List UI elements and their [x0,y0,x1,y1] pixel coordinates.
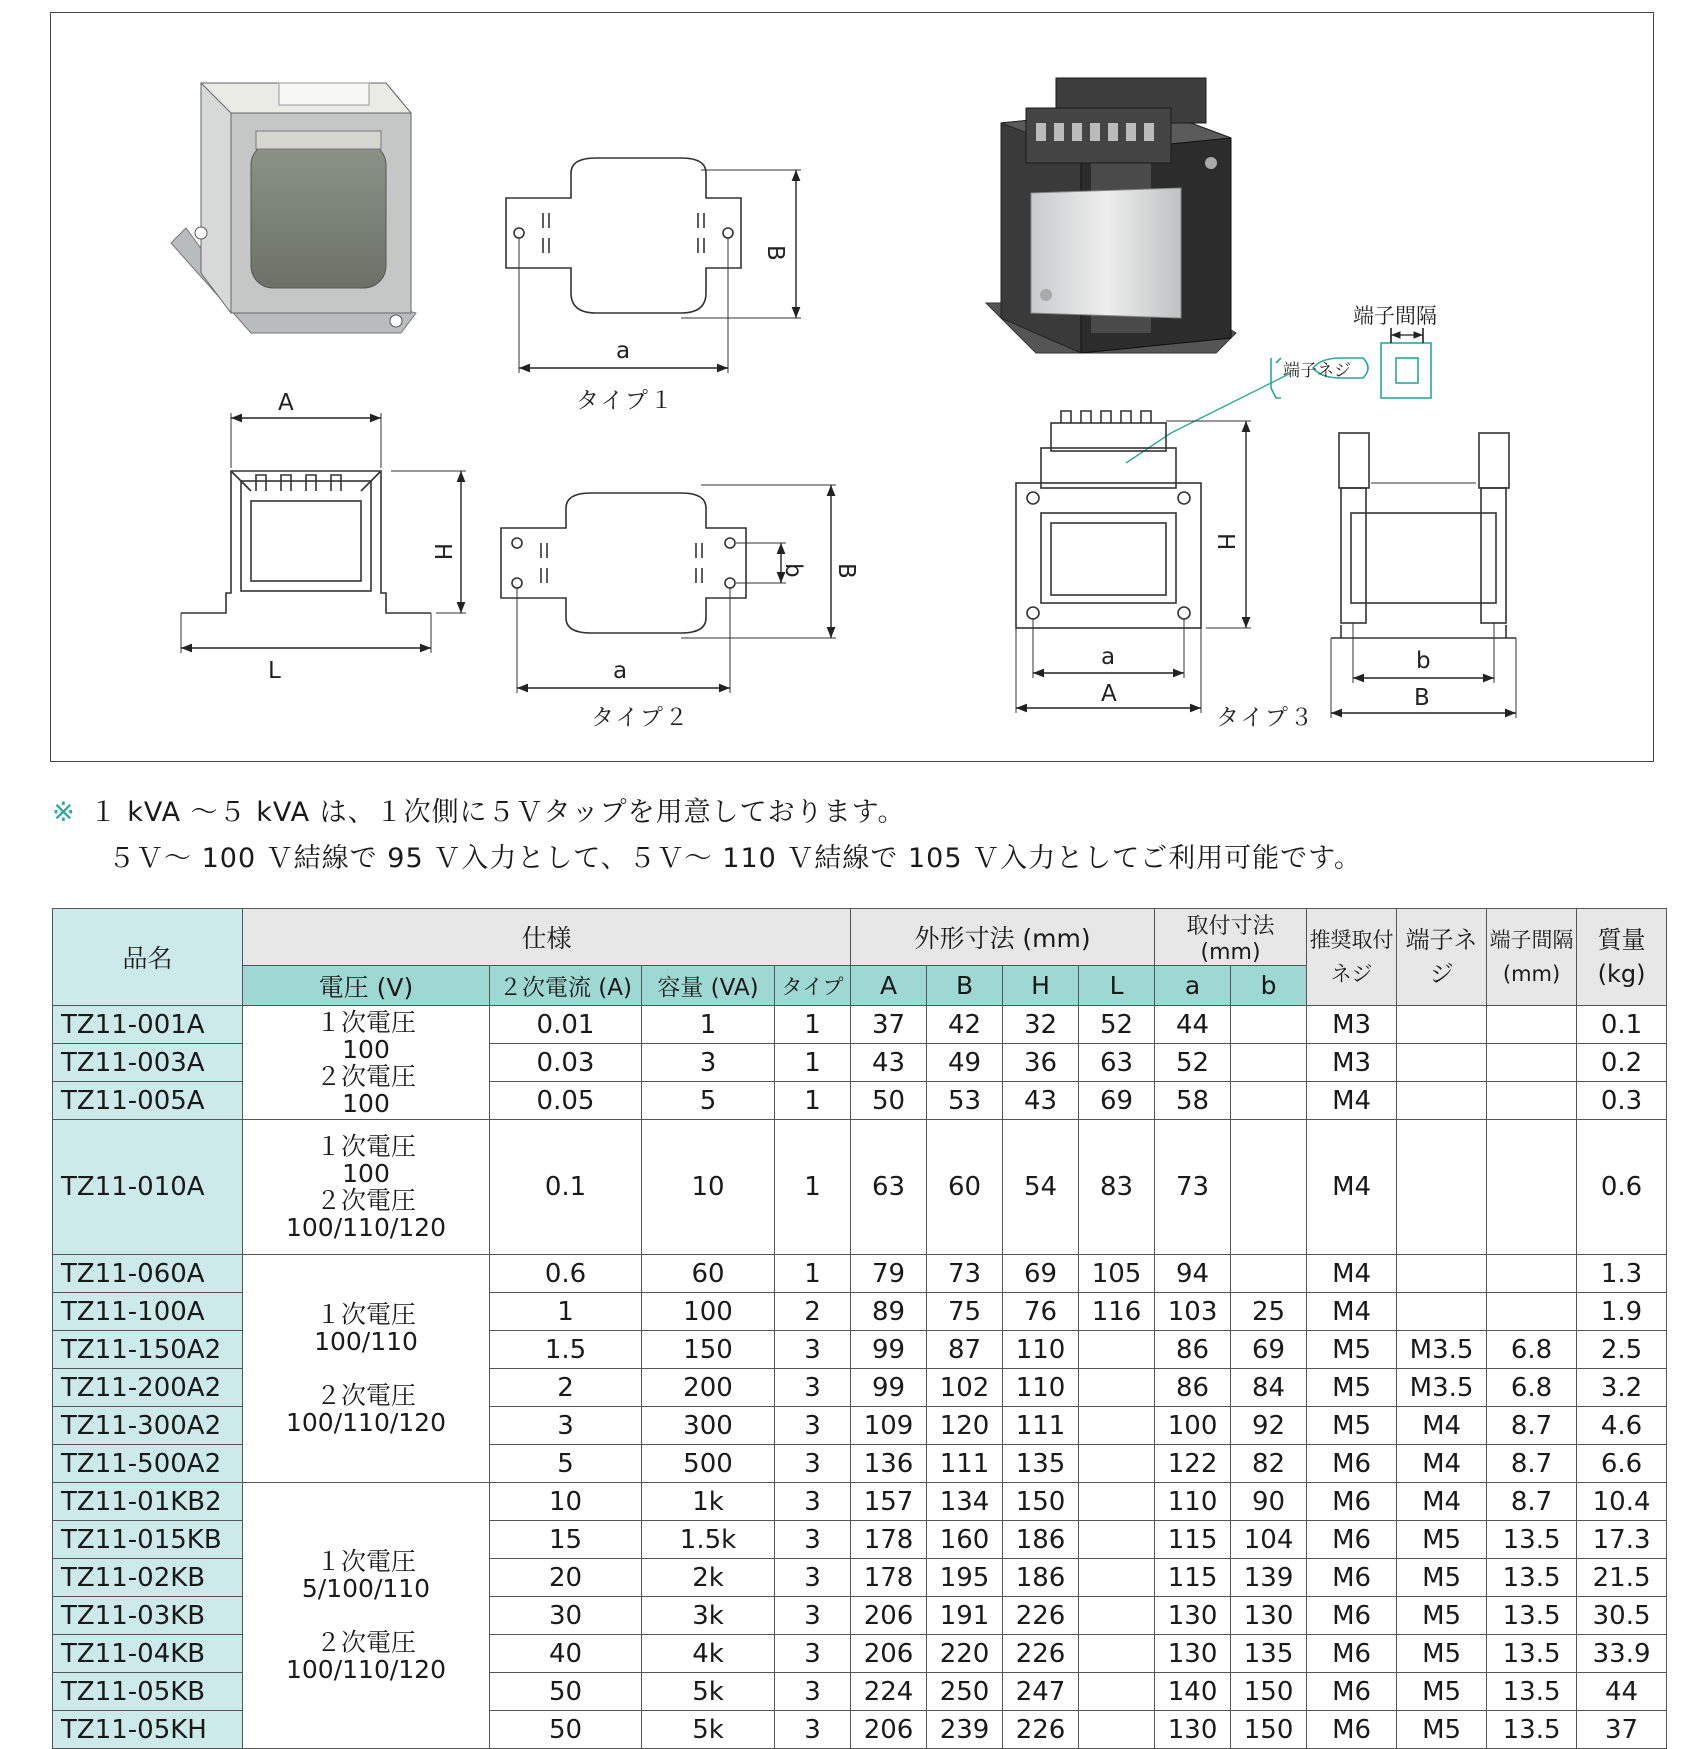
side-dim-b-large-label: B [1414,685,1430,711]
cell-product-name: TZ11-01KB2 [53,1483,243,1521]
cell-capacity: 5k [642,1711,775,1749]
cell-voltage: １次電圧 5/100/110 ２次電圧 100/110/120 [243,1483,490,1749]
cell-capacity: 10 [642,1120,775,1255]
cell-b: 102 [927,1369,1003,1407]
cell-l [1079,1407,1155,1445]
cell-tscrew [1397,1255,1487,1293]
cell-l [1079,1559,1155,1597]
cell-l [1079,1483,1155,1521]
cell-b: 60 [927,1120,1003,1255]
cell-type: 3 [775,1445,851,1483]
cell-type: 1 [775,1082,851,1120]
cell-type: 3 [775,1559,851,1597]
type1-outline [506,158,801,373]
cell-a: 130 [1155,1635,1231,1673]
transformer-photo-type3 [986,78,1236,353]
cell-type: 3 [775,1483,851,1521]
cell-screw: M6 [1307,1673,1397,1711]
cell-b: 53 [927,1082,1003,1120]
cell-tscrew: M4 [1397,1407,1487,1445]
header-current: ２次電流 (A) [490,966,642,1006]
cell-a: 100 [1155,1407,1231,1445]
cell-tscrew [1397,1044,1487,1082]
cell-product-name: TZ11-200A2 [53,1369,243,1407]
cell-screw: M5 [1307,1331,1397,1369]
cell-pitch: 13.5 [1487,1635,1577,1673]
cell-h: 36 [1003,1044,1079,1082]
cell-screw: M5 [1307,1407,1397,1445]
cell-type: 3 [775,1711,851,1749]
cell-type: 3 [775,1331,851,1369]
cell-b: 82 [1231,1445,1307,1483]
table-row [53,1120,1667,1255]
cell-h: 69 [1003,1255,1079,1293]
header-dim-a-upper: A [851,966,927,1006]
cell-current: 20 [490,1559,642,1597]
type3-front-view [1016,411,1251,713]
type3-side-view [1331,433,1516,718]
cell-screw: M3 [1307,1006,1397,1044]
cell-a: 37 [851,1006,927,1044]
cell-b: 84 [1231,1369,1307,1407]
cell-capacity: 100 [642,1293,775,1331]
cell-b: 150 [1231,1673,1307,1711]
cell-mass: 1.3 [1577,1255,1667,1293]
note-line-2 [108,836,1362,875]
cell-b: 92 [1231,1407,1307,1445]
type2-dim-b-small-label: b [780,563,806,578]
cell-h: 110 [1003,1369,1079,1407]
cell-current: 15 [490,1521,642,1559]
cell-current: 1.5 [490,1331,642,1369]
cell-capacity: 4k [642,1635,775,1673]
cell-mass: 21.5 [1577,1559,1667,1597]
type3-dim-a-large-label: A [1101,681,1117,707]
cell-b: 87 [927,1331,1003,1369]
cell-b: 130 [1231,1597,1307,1635]
cell-mass: 3.2 [1577,1369,1667,1407]
header-outer-dims: 外形寸法 (mm) [851,909,1155,966]
type12-front-view [181,413,466,653]
cell-screw: M6 [1307,1597,1397,1635]
cell-mass: 0.1 [1577,1006,1667,1044]
cell-capacity: 300 [642,1407,775,1445]
cell-mass: 1.9 [1577,1293,1667,1331]
cell-mass: 33.9 [1577,1635,1667,1673]
cell-pitch: 8.7 [1487,1445,1577,1483]
cell-h: 76 [1003,1293,1079,1331]
cell-l: 63 [1079,1044,1155,1082]
cell-a: 89 [851,1293,927,1331]
cell-a: 58 [1155,1082,1231,1120]
note-text-2: ５Ｖ～ 100 Ｖ結線で 95 Ｖ入力として、５Ｖ～ 110 Ｖ結線で 105 Ｖ入力としてご利用可能です。 [108,843,1362,874]
cell-tscrew: M5 [1397,1521,1487,1559]
type2-dim-a-label: a [613,658,628,684]
cell-current: 5 [490,1445,642,1483]
cell-type: 1 [775,1255,851,1293]
cell-mass: 0.6 [1577,1120,1667,1255]
cell-capacity: 5 [642,1082,775,1120]
cell-product-name: TZ11-05KB [53,1673,243,1711]
cell-l [1079,1369,1155,1407]
header-capacity: 容量 (VA) [642,966,775,1006]
cell-a: 52 [1155,1044,1231,1082]
cell-b: 139 [1231,1559,1307,1597]
cell-product-name: TZ11-060A [53,1255,243,1293]
cell-screw: M6 [1307,1521,1397,1559]
cell-b: 42 [927,1006,1003,1044]
cell-mass: 6.6 [1577,1445,1667,1483]
cell-pitch [1487,1006,1577,1044]
cell-tscrew [1397,1120,1487,1255]
cell-l: 105 [1079,1255,1155,1293]
cell-tscrew: M5 [1397,1597,1487,1635]
header-name: 品名 [53,909,243,1006]
note-line-1 [52,790,906,829]
spec-table [52,908,1667,1749]
cell-a: 140 [1155,1673,1231,1711]
cell-capacity: 5k [642,1673,775,1711]
cell-current: 0.6 [490,1255,642,1293]
cell-b: 134 [927,1483,1003,1521]
cell-b [1231,1082,1307,1120]
table-row [53,1006,1667,1044]
cell-a: 206 [851,1635,927,1673]
header-voltage: 電圧 (V) [243,966,490,1006]
cell-l: 52 [1079,1006,1155,1044]
cell-pitch: 8.7 [1487,1407,1577,1445]
cell-type: 3 [775,1407,851,1445]
cell-capacity: 200 [642,1369,775,1407]
terminal-screw-label: 端子ネジ [1283,361,1351,381]
cell-voltage: １次電圧 100/110 ２次電圧 100/110/120 [243,1255,490,1483]
cell-b: 49 [927,1044,1003,1082]
cell-capacity: 2k [642,1559,775,1597]
cell-b: 69 [1231,1331,1307,1369]
cell-product-name: TZ11-015KB [53,1521,243,1559]
terminal-pitch-label: 端子間隔 [1353,304,1437,328]
cell-pitch [1487,1120,1577,1255]
type2-dim-b-large-label: B [833,563,859,579]
cell-mass: 0.2 [1577,1044,1667,1082]
front-dim-l-label: L [268,658,281,684]
type2-outline [501,485,836,693]
table-row [53,1255,1667,1293]
cell-tscrew [1397,1006,1487,1044]
cell-pitch [1487,1044,1577,1082]
cell-type: 3 [775,1521,851,1559]
cell-a: 224 [851,1673,927,1711]
cell-pitch: 13.5 [1487,1711,1577,1749]
cell-product-name: TZ11-001A [53,1006,243,1044]
cell-capacity: 3 [642,1044,775,1082]
cell-h: 54 [1003,1120,1079,1255]
cell-b: 25 [1231,1293,1307,1331]
cell-a: 130 [1155,1711,1231,1749]
cell-current: 30 [490,1597,642,1635]
cell-b [1231,1044,1307,1082]
cell-type: 3 [775,1597,851,1635]
cell-mass: 37 [1577,1711,1667,1749]
cell-h: 110 [1003,1331,1079,1369]
cell-h: 226 [1003,1711,1079,1749]
cell-screw: M6 [1307,1559,1397,1597]
cell-l [1079,1445,1155,1483]
cell-a: 206 [851,1711,927,1749]
cell-product-name: TZ11-005A [53,1082,243,1120]
cell-a: 122 [1155,1445,1231,1483]
cell-a: 99 [851,1331,927,1369]
cell-current: 50 [490,1711,642,1749]
cell-capacity: 3k [642,1597,775,1635]
cell-h: 247 [1003,1673,1079,1711]
cell-mass: 0.3 [1577,1082,1667,1120]
cell-product-name: TZ11-03KB [53,1597,243,1635]
cell-b: 250 [927,1673,1003,1711]
cell-tscrew: M4 [1397,1483,1487,1521]
cell-b: 239 [927,1711,1003,1749]
cell-mass: 2.5 [1577,1331,1667,1369]
cell-b: 111 [927,1445,1003,1483]
cell-type: 3 [775,1673,851,1711]
cell-screw: M5 [1307,1369,1397,1407]
header-dim-b-upper: B [927,966,1003,1006]
cell-screw: M4 [1307,1255,1397,1293]
cell-a: 79 [851,1255,927,1293]
cell-h: 226 [1003,1597,1079,1635]
cell-a: 157 [851,1483,927,1521]
cell-b: 150 [1231,1711,1307,1749]
cell-b [1231,1006,1307,1044]
cell-a: 136 [851,1445,927,1483]
cell-pitch: 6.8 [1487,1369,1577,1407]
cell-a: 130 [1155,1597,1231,1635]
cell-product-name: TZ11-500A2 [53,1445,243,1483]
cell-b: 191 [927,1597,1003,1635]
cell-product-name: TZ11-300A2 [53,1407,243,1445]
drawing-frame [50,12,1654,762]
cell-voltage: １次電圧 100 ２次電圧 100 [243,1006,490,1120]
cell-pitch: 8.7 [1487,1483,1577,1521]
front-dim-h-label: H [429,543,455,561]
cell-a: 44 [1155,1006,1231,1044]
cell-b: 104 [1231,1521,1307,1559]
cell-current: 1 [490,1293,642,1331]
spec-table-body [53,1006,1667,1749]
cell-b: 160 [927,1521,1003,1559]
cell-product-name: TZ11-02KB [53,1559,243,1597]
cell-capacity: 60 [642,1255,775,1293]
cell-h: 111 [1003,1407,1079,1445]
cell-screw: M6 [1307,1445,1397,1483]
type3-caption: タイプ３ [1216,705,1315,731]
cell-l: 69 [1079,1082,1155,1120]
note-mark: ※ [52,797,76,828]
cell-mass: 4.6 [1577,1407,1667,1445]
type1-dim-b-label: B [762,245,788,261]
cell-l: 116 [1079,1293,1155,1331]
cell-l [1079,1673,1155,1711]
cell-current: 50 [490,1673,642,1711]
cell-a: 73 [1155,1120,1231,1255]
cell-a: 50 [851,1082,927,1120]
cell-voltage: １次電圧 100 ２次電圧 100/110/120 [243,1120,490,1255]
cell-type: 2 [775,1293,851,1331]
cell-b: 135 [1231,1635,1307,1673]
cell-l [1079,1635,1155,1673]
cell-l [1079,1521,1155,1559]
cell-pitch: 13.5 [1487,1597,1577,1635]
cell-h: 150 [1003,1483,1079,1521]
cell-a: 103 [1155,1293,1231,1331]
cell-capacity: 1k [642,1483,775,1521]
cell-pitch: 13.5 [1487,1673,1577,1711]
cell-tscrew: M3.5 [1397,1369,1487,1407]
cell-tscrew: M3.5 [1397,1331,1487,1369]
cell-tscrew: M5 [1397,1635,1487,1673]
type3-dim-a-small-label: a [1101,644,1116,670]
cell-tscrew [1397,1082,1487,1120]
cell-current: 0.05 [490,1082,642,1120]
cell-type: 1 [775,1044,851,1082]
cell-current: 40 [490,1635,642,1673]
cell-tscrew: M4 [1397,1445,1487,1483]
cell-pitch [1487,1293,1577,1331]
cell-a: 63 [851,1120,927,1255]
cell-l [1079,1711,1155,1749]
cell-b: 90 [1231,1483,1307,1521]
front-dim-a-upper-label: A [278,390,294,416]
cell-screw: M4 [1307,1082,1397,1120]
dimension-drawings [51,13,1653,761]
header-type: タイプ [775,966,851,1006]
cell-a: 86 [1155,1369,1231,1407]
header-terminal-pitch: 端子間隔 (mm) [1487,909,1577,1006]
cell-b: 75 [927,1293,1003,1331]
type2-caption: タイプ２ [591,705,690,731]
cell-type: 1 [775,1006,851,1044]
header-mount-dims: 取付寸法 (mm) [1155,909,1307,966]
cell-screw: M4 [1307,1293,1397,1331]
cell-a: 110 [1155,1483,1231,1521]
cell-b: 195 [927,1559,1003,1597]
cell-product-name: TZ11-04KB [53,1635,243,1673]
cell-h: 135 [1003,1445,1079,1483]
cell-b: 73 [927,1255,1003,1293]
cell-capacity: 500 [642,1445,775,1483]
cell-current: 10 [490,1483,642,1521]
cell-a: 178 [851,1559,927,1597]
cell-pitch [1487,1255,1577,1293]
cell-mass: 44 [1577,1673,1667,1711]
cell-h: 43 [1003,1082,1079,1120]
cell-b [1231,1120,1307,1255]
cell-current: 3 [490,1407,642,1445]
cell-b [1231,1255,1307,1293]
header-mass: 質量 (kg) [1577,909,1667,1006]
header-mount-screw: 推奨取付ネジ [1307,909,1397,1006]
cell-h: 186 [1003,1559,1079,1597]
cell-tscrew [1397,1293,1487,1331]
cell-capacity: 1.5k [642,1521,775,1559]
cell-screw: M6 [1307,1483,1397,1521]
cell-b: 220 [927,1635,1003,1673]
cell-current: 0.03 [490,1044,642,1082]
header-dim-l: L [1079,966,1155,1006]
cell-tscrew: M5 [1397,1673,1487,1711]
cell-type: 1 [775,1120,851,1255]
cell-a: 94 [1155,1255,1231,1293]
cell-screw: M6 [1307,1711,1397,1749]
header-terminal-screw: 端子ネジ [1397,909,1487,1006]
side-dim-b-small-label: b [1416,648,1431,674]
cell-type: 3 [775,1369,851,1407]
cell-mass: 10.4 [1577,1483,1667,1521]
cell-tscrew: M5 [1397,1711,1487,1749]
cell-b: 120 [927,1407,1003,1445]
header-dim-h: H [1003,966,1079,1006]
cell-l [1079,1331,1155,1369]
cell-pitch: 13.5 [1487,1521,1577,1559]
cell-current: 2 [490,1369,642,1407]
cell-a: 115 [1155,1559,1231,1597]
cell-l: 83 [1079,1120,1155,1255]
cell-type: 3 [775,1635,851,1673]
cell-pitch [1487,1082,1577,1120]
cell-mass: 30.5 [1577,1597,1667,1635]
cell-a: 206 [851,1597,927,1635]
cell-product-name: TZ11-010A [53,1120,243,1255]
cell-capacity: 1 [642,1006,775,1044]
cell-a: 86 [1155,1331,1231,1369]
cell-h: 32 [1003,1006,1079,1044]
cell-l [1079,1597,1155,1635]
table-row [53,1483,1667,1521]
cell-a: 109 [851,1407,927,1445]
cell-a: 178 [851,1521,927,1559]
cell-mass: 17.3 [1577,1521,1667,1559]
cell-tscrew: M5 [1397,1559,1487,1597]
cell-a: 115 [1155,1521,1231,1559]
cell-capacity: 150 [642,1331,775,1369]
type1-dim-a-label: a [616,338,631,364]
type3-dim-h-label: H [1212,533,1238,551]
cell-a: 43 [851,1044,927,1082]
header-spec: 仕様 [243,909,851,966]
type1-caption: タイプ１ [576,388,675,414]
transformer-photo-type1 [171,83,416,333]
cell-screw: M4 [1307,1120,1397,1255]
cell-product-name: TZ11-003A [53,1044,243,1082]
cell-current: 0.1 [490,1120,642,1255]
note-text-1: １ kVA ～５ kVA は、１次側に５Ｖタップを用意しております。 [89,797,906,828]
header-dim-a-lower: a [1155,966,1231,1006]
cell-screw: M3 [1307,1044,1397,1082]
cell-pitch: 6.8 [1487,1331,1577,1369]
cell-product-name: TZ11-150A2 [53,1331,243,1369]
cell-a: 99 [851,1369,927,1407]
cell-product-name: TZ11-05KH [53,1711,243,1749]
cell-h: 186 [1003,1521,1079,1559]
cell-h: 226 [1003,1635,1079,1673]
cell-pitch: 13.5 [1487,1559,1577,1597]
cell-screw: M6 [1307,1635,1397,1673]
cell-product-name: TZ11-100A [53,1293,243,1331]
header-dim-b-lower: b [1231,966,1307,1006]
cell-current: 0.01 [490,1006,642,1044]
